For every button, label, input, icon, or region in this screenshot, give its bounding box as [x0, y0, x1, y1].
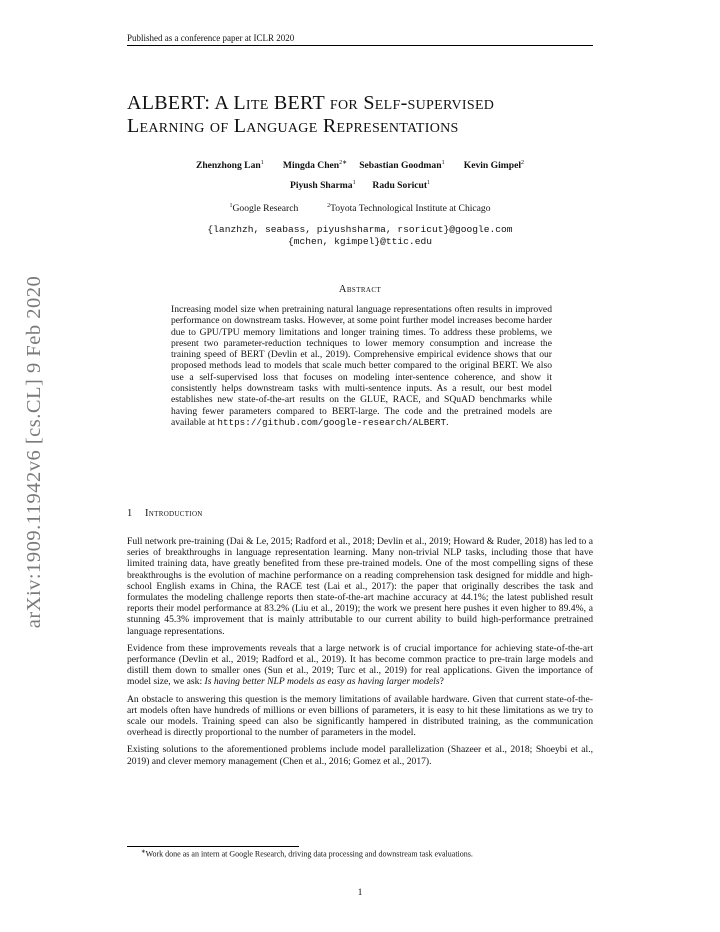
title-part: elf-supervised: [374, 92, 495, 114]
author-sup: 2∗: [339, 160, 348, 166]
title-part: BERT: [268, 92, 330, 114]
arxiv-stamp: arXiv:1909.11942v6 [cs.CL] 9 Feb 2020: [23, 275, 45, 629]
author-name: Zhenzhong Lan: [195, 160, 261, 172]
author-name: Mingda Chen: [282, 160, 340, 172]
section-heading: [127, 508, 593, 519]
footnote-text: Work done as an intern at Google Research, driving data processing and downstream task evaluations.: [145, 849, 473, 859]
abstract-body: [171, 304, 552, 428]
page-number: 1: [357, 887, 363, 898]
title-part: ite: [245, 92, 269, 114]
paragraph: Existing solutions to the aforementioned problems include model parallelization (Shazeer et al., 2018; Shoeybi et al., 2019) and clever memory management (Chen et al., 2016; Gomez et al., 2017).: [127, 744, 593, 767]
affil-ttic: Toyota Technological Institute at Chicago: [330, 203, 491, 215]
section-name: Introduction: [145, 508, 203, 519]
code-url[interactable]: https://github.com/google-research/ALBERT: [217, 416, 447, 428]
footnote-mark: ∗: [141, 849, 146, 855]
footnote: [127, 849, 593, 859]
author-sup: 1: [441, 160, 445, 166]
author-name: Sebastian Goodman: [359, 160, 442, 172]
paragraph: An obstacle to answering this question is the memory limitations of available hardware. Given that current state-of-the-art models often have hundreds of millions or even billions of parameters, it is easy to hit these limitations as we try to scale our models. Training speed can also be significantly hampered in distributed training, as the communication overhead is directly proportional to the number of parameters in the model.: [127, 693, 593, 739]
email-line-2: {mchen, kgimpel}@ttic.edu: [288, 236, 432, 247]
affil-google: Google Research: [232, 203, 299, 215]
title-part: L: [228, 115, 247, 137]
author-name: Kevin Gimpel: [463, 160, 522, 172]
paragraph: [127, 643, 593, 688]
footnote-rule: [127, 846, 299, 847]
author-name: Piyush Sharma: [289, 180, 353, 192]
affil-sup: 1: [229, 203, 233, 209]
title-part: S: [358, 92, 375, 114]
affil-sup: 2: [327, 203, 331, 209]
author-sup: 1: [260, 160, 264, 166]
title-part: epresentations: [336, 115, 459, 137]
research-question: Is having better NLP models as easy as having larger models: [204, 676, 440, 688]
title-part: for: [329, 92, 359, 114]
header-rule: [127, 45, 593, 46]
paragraph-text: Evidence from these improvements reveals that a large network is of crucial importance for achieving state-of-the-art performance (Devlin et al., 2019; Radford et al., 2019). It has become common practice to pre-train large models and distill them down to smaller ones (Sun et al., 2019; Turc et al., 2019) for real applications. Given the importance of model size, we ask:: [127, 642, 593, 688]
author-sup: 2: [521, 160, 525, 166]
intro-body: [127, 536, 593, 773]
author-sup: 1: [352, 180, 356, 186]
title-part: R: [317, 115, 337, 137]
title-part: L: [127, 115, 140, 137]
paragraph: Full network pre-training (Dai & Le, 2015; Radford et al., 2018; Devlin et al., 2019; Howard & Ruder, 2018) has led to a series of breakthroughs in language representation learning. Many non-trivial NLP tasks, including those that have limited training data, have greatly benefited from these pre-trained models. One of the most compelling signs of these breakthroughs is the evolution of machine performance on a reading comprehension task designed for middle and high-school English exams in China, the RACE test (Lai et al., 2017): the paper that originally describes the task and formulates the modeling challenge reports then state-of-the-art machine accuracy at 44.1%; the latest published result reports their model performance at 83.2% (Liu et al., 2019); the work we present here pushes it even higher to 89.4%, a stunning 45.3% improvement that is mainly attributable to our current ability to build high-performance pretrained language representations.: [127, 536, 593, 637]
paragraph-text: ?: [439, 676, 444, 688]
author-sup: 1: [427, 180, 431, 186]
paper-title: [127, 92, 607, 138]
author-line-1: [127, 159, 593, 171]
author-name: Radu Soricut: [372, 180, 428, 192]
running-header: Published as a conference paper at ICLR 2020: [127, 33, 295, 43]
title-part: anguage: [246, 115, 318, 137]
section-number: 1: [127, 508, 133, 519]
affiliations: [127, 203, 593, 214]
abstract-end: .: [446, 416, 449, 428]
abstract-heading: Abstract: [338, 284, 382, 295]
abstract-text: Increasing model size when pretraining natural language representations often results in improved performance on downstream tasks. However, at some point further model increases become harder due to GPU/TPU memory limitations and longer training times. To address these problems, we present two parameter-reduction techniques to lower memory consumption and increase the training speed of BERT (Devlin et al., 2019). Comprehensive empirical evidence shows that our proposed methods lead to models that scale much better compared to the original BERT. We also use a self-supervised loss that focuses on modeling inter-sentence coherence, and show it consistently helps downstream tasks with multi-sentence inputs. As a result, our best model establishes new state-of-the-art results on the GLUE, RACE, and SQuAD benchmarks while having fewer parameters compared to BERT-large. The code and the pretrained models are available at: [171, 304, 552, 428]
email-line-1: {lanzhzh, seabass, piyushsharma, rsoricut}@google.com: [207, 224, 513, 235]
title-part: earning of: [139, 115, 229, 137]
title-part: ALBERT: A L: [127, 92, 246, 114]
author-line-2: [127, 180, 593, 191]
